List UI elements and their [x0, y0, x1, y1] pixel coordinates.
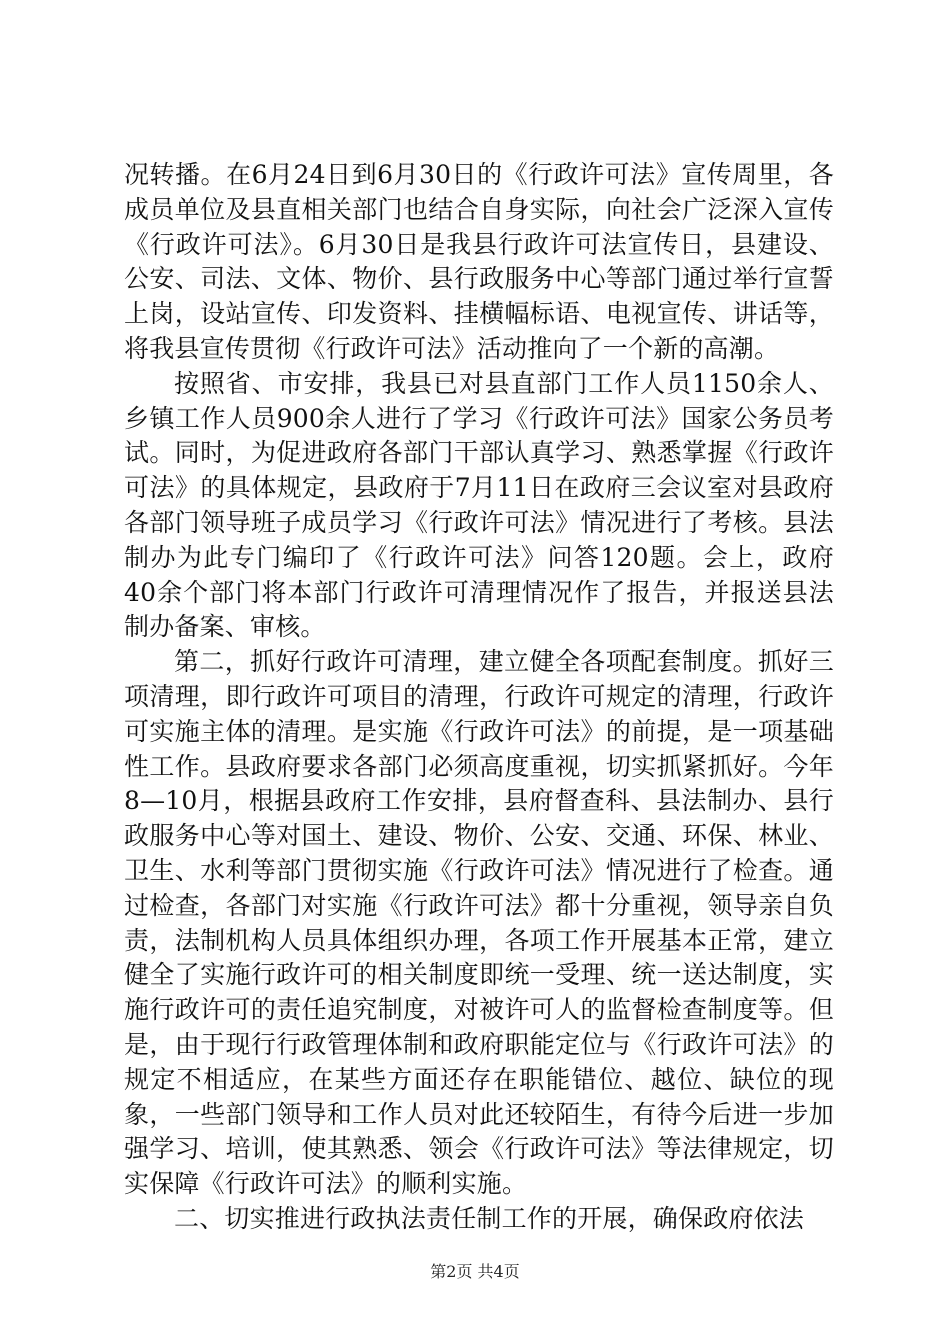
- paragraph-section-two-heading: 二、切实推进行政执法责任制工作的开展，确保政府依法: [174, 1203, 805, 1233]
- paragraph-study-exam: 按照省、市安排，我县已对县直部门工作人员1150余人、乡镇工作人员900余人进行了学习《行政许可法》国家公务员考试。同时，为促进政府各部门干部认真学习、熟悉掌握《行政许可法》的具体规定，县政府于7月11日在政府三会议室对县政府各部门领导班子成员学习《行政许可法》情况进行了考核。县法制办为此专门编印了《行政许可法》问答120题。会上，政府40余个部门将本部门行政许可清理情况作了报告，并报送县法制办备案、审核。: [124, 368, 834, 642]
- paragraph-continuation: 况转播。在6月24日到6月30日的《行政许可法》宣传周里，各成员单位及县直相关部门也结合自身实际，向社会广泛深入宣传《行政许可法》。6月30日是我县行政许可法宣传日，县建设、公安、司法、文体、物价、县行政服务中心等部门通过举行宣誓上岗，设站宣传、印发资料、挂横幅标语、电视宣传、讲话等，将我县宣传贯彻《行政许可法》活动推向了一个新的高潮。: [124, 160, 834, 363]
- document-body: [124, 158, 834, 1237]
- paragraph-permit-cleanup: 第二，抓好行政许可清理，建立健全各项配套制度。抓好三项清理，即行政许可项目的清理，行政许可规定的清理，行政许可实施主体的清理。是实施《行政许可法》的前提，是一项基础性工作。县政府要求各部门必须高度重视，切实抓紧抓好。今年8—10月，根据县政府工作安排，县府督查科、县法制办、县行政服务中心等对国土、建设、物价、公安、交通、环保、林业、卫生、水利等部门贯彻实施《行政许可法》情况进行了检查。通过检查，各部门对实施《行政许可法》都十分重视，领导亲自负责，法制机构人员具体组织办理，各项工作开展基本正常，建立健全了实施行政许可的相关制度即统一受理、统一送达制度，实施行政许可的责任追究制度，对被许可人的监督检查制度等。但是，由于现行行政管理体制和政府职能定位与《行政许可法》的规定不相适应，在某些方面还存在职能错位、越位、缺位的现象，一些部门领导和工作人员对此还较陌生，有待今后进一步加强学习、培训，使其熟悉、领会《行政许可法》等法律规定，切实保障《行政许可法》的顺利实施。: [124, 647, 834, 1199]
- page-footer: 第2页 共4页: [430, 1262, 520, 1281]
